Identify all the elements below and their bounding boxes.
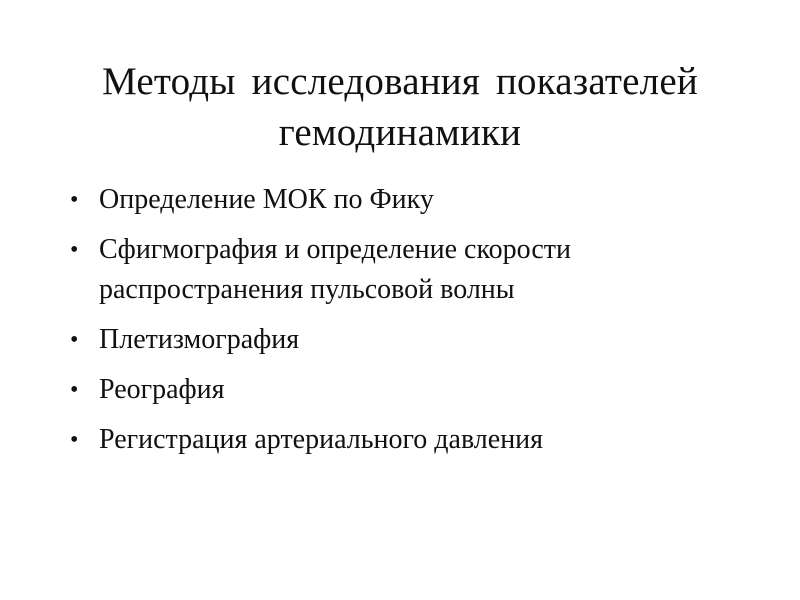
bullet-icon: • [70,327,79,353]
bullet-text: Определение МОК по Фику [99,184,434,215]
bullet-icon: • [70,187,79,213]
bullet-list [70,180,760,470]
bullet-icon: • [70,237,79,263]
bullet-text: Плетизмография [99,324,300,355]
bullet-item-sphygmography [70,230,760,310]
bullet-item-blood-pressure [70,420,760,460]
bullet-text: Реография [99,374,225,405]
bullet-item-rheography [70,370,760,410]
slide-title: Методы исследования показателей гемодинамики [102,60,698,154]
bullet-item-fick-method [70,180,760,220]
bullet-icon: • [70,377,79,403]
bullet-icon: • [70,427,79,453]
bullet-text: Сфигмография и определение скорости распространения пульсовой волны [99,234,572,305]
bullet-item-plethysmography [70,320,760,360]
bullet-text: Регистрация артериального давления [99,424,544,455]
